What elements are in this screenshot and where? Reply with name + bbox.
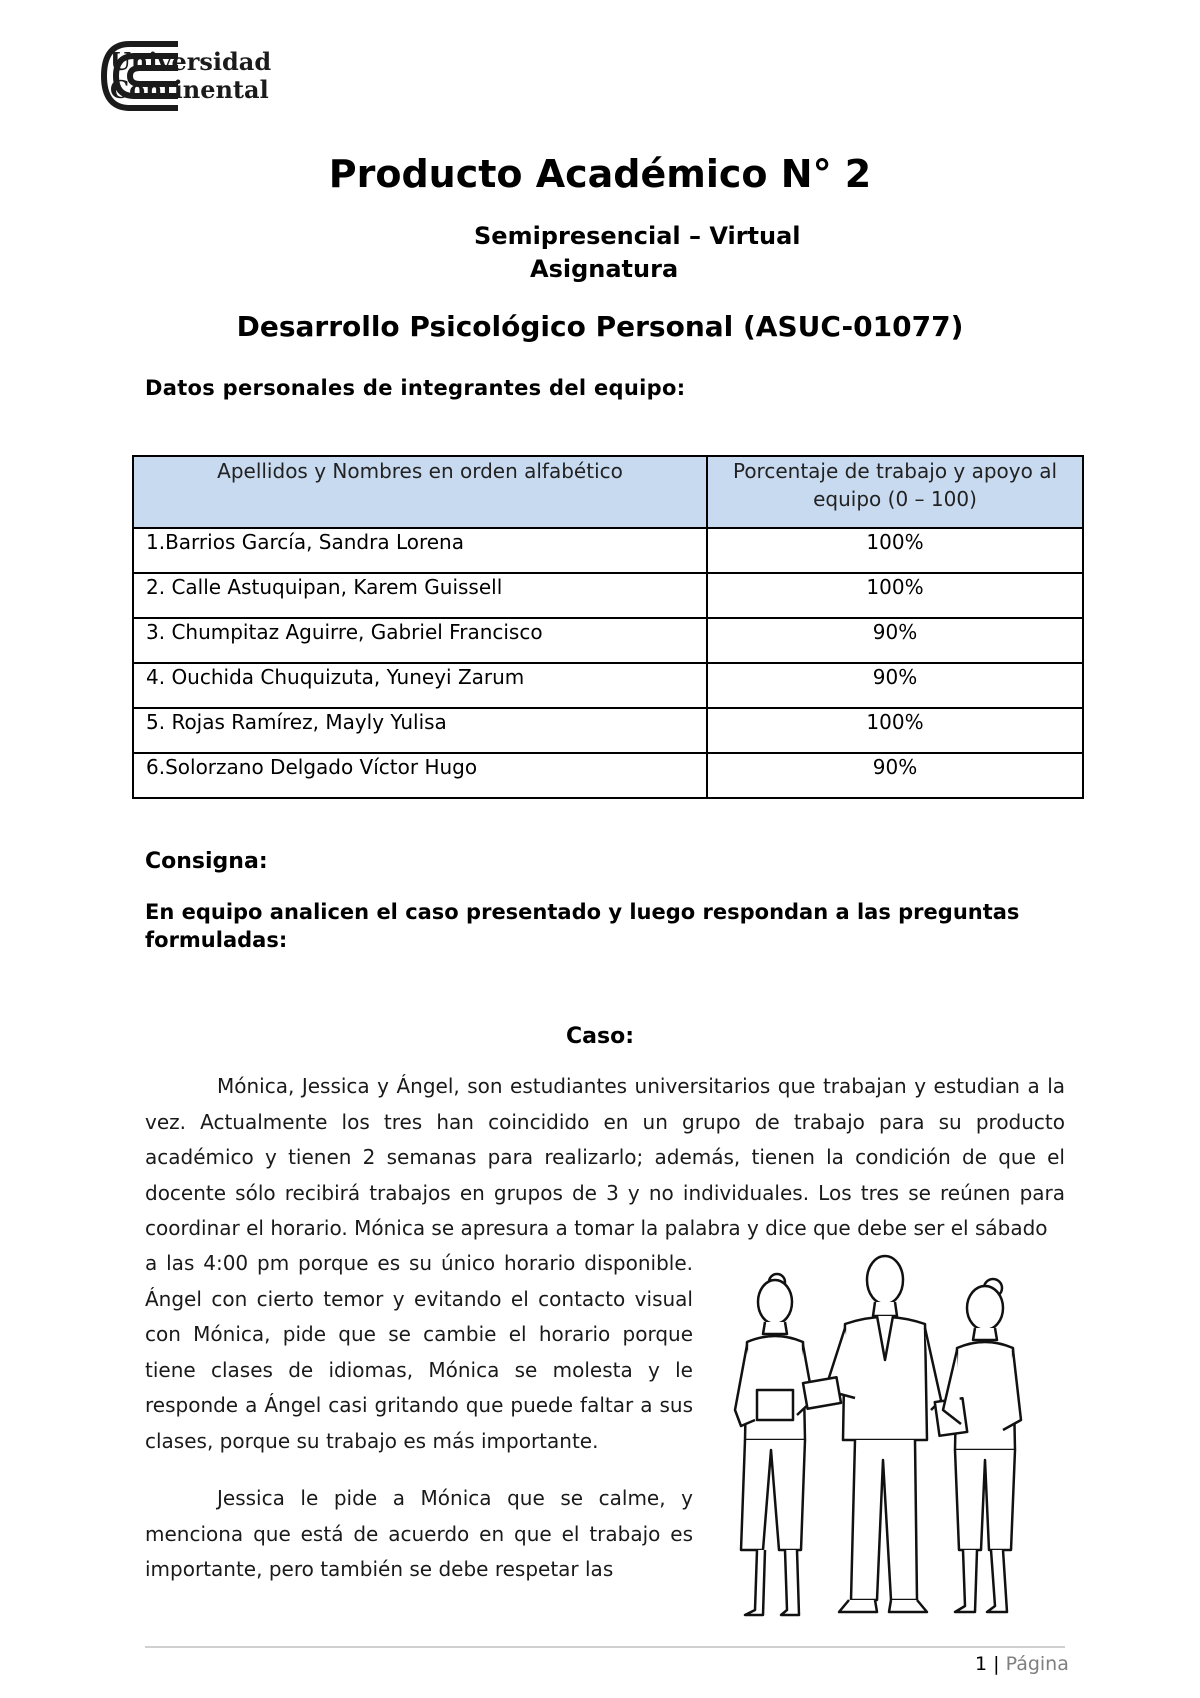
page-footer [975, 1653, 1069, 1675]
page-label: Página [1005, 1653, 1069, 1675]
case-paragraph-1: Mónica, Jessica y Ángel, son estudiantes universitarios que trabajan y estudian a la vez. Actualmente los tres han coincidido en un grupo de trabajo para su producto académico y tienen 2 semanas para realizarlo; además, tienen la condición de que el docente sólo recibirá trabajos en grupos de 3 y no individuales. Los tres se reúnen para coordinar el horario. Mónica se apresura a tomar la palabra y dice que debe ser el sábado [145, 1074, 1065, 1240]
member-name: 5. Rojas Ramírez, Mayly Yulisa [133, 708, 707, 753]
team-data-heading: Datos personales de integrantes del equipo: [145, 376, 686, 400]
member-name: 3. Chumpitaz Aguirre, Gabriel Francisco [133, 618, 707, 663]
member-percentage: 90% [707, 618, 1083, 663]
table-row [133, 573, 1083, 618]
case-heading: Caso: [566, 1024, 634, 1049]
footer-divider [145, 1646, 1065, 1648]
case-paragraph-2: Jessica le pide a Mónica que se calme, y menciona que está de acuerdo en que el trabajo es importante, pero también se debe respetar las [145, 1486, 693, 1581]
table-row [133, 753, 1083, 798]
document-title: Producto Académico N° 2 [328, 152, 872, 196]
member-percentage: 100% [707, 708, 1083, 753]
modality-label: Semipresencial – Virtual [474, 222, 801, 250]
header-percentage: Porcentaje de trabajo y apoyo al equipo (0 – 100) [707, 456, 1083, 528]
member-percentage: 100% [707, 528, 1083, 573]
member-name: 2. Calle Astuquipan, Karem Guissell [133, 573, 707, 618]
table-row [133, 708, 1083, 753]
member-percentage: 90% [707, 663, 1083, 708]
page-number: 1 [975, 1653, 988, 1675]
three-people-illustration [705, 1250, 1065, 1620]
logo-wordmark [110, 48, 271, 104]
consigna-heading: Consigna: [145, 849, 268, 874]
table-row [133, 663, 1083, 708]
table-header-row [133, 456, 1083, 528]
table-row [133, 618, 1083, 663]
header-names: Apellidos y Nombres en orden alfabético [133, 456, 707, 528]
member-name: 4. Ouchida Chuquizuta, Yuneyi Zarum [133, 663, 707, 708]
logo-line-2: Continental [110, 75, 269, 104]
member-percentage: 90% [707, 753, 1083, 798]
member-name: 6.Solorzano Delgado Víctor Hugo [133, 753, 707, 798]
course-title: Desarrollo Psicológico Personal (ASUC-01077) [236, 310, 964, 343]
table-row [133, 528, 1083, 573]
team-members-table [132, 455, 1084, 799]
member-name: 1.Barrios García, Sandra Lorena [133, 528, 707, 573]
page-separator: | [993, 1653, 1000, 1675]
logo-line-1: Universidad [110, 47, 272, 76]
asignatura-label: Asignatura [530, 255, 679, 283]
member-percentage: 100% [707, 573, 1083, 618]
instruction-text: En equipo analicen el caso presentado y luego respondan a las preguntas formuladas: [145, 900, 1020, 952]
case-paragraph-1-continued: a las 4:00 pm porque es su único horario disponible. Ángel con cierto temor y evitando el contacto visual con Mónica, pide que se cambie el horario porque tiene clases de idiomas, Mónica se molesta y le responde a Ángel casi gritando que puede faltar a sus clases, porque su trabajo es más importante. [145, 1251, 693, 1453]
